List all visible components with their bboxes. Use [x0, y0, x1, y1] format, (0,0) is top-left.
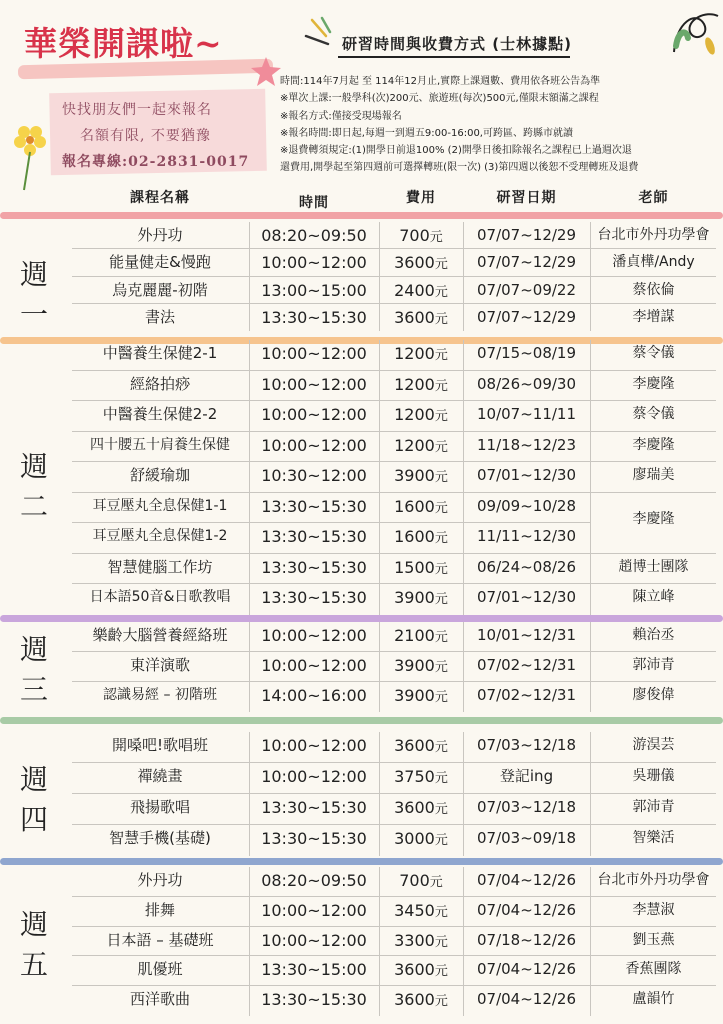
course-fee	[380, 682, 462, 709]
table-row	[72, 222, 716, 249]
fee-currency: 元	[434, 833, 448, 848]
course-teacher: 香蕉團隊	[625, 961, 682, 978]
course-fee	[380, 554, 462, 581]
course-time: 13:30~15:30	[261, 557, 367, 577]
course-teacher: 李慧淑	[632, 901, 675, 918]
info-line: 時間:114年7月起 至 114年12月止,實際上課週數、費用依各班公告為準	[280, 76, 601, 87]
course-time: 10:00~12:00	[261, 930, 367, 950]
course-teacher: 蔡令儀	[632, 406, 675, 422]
course-name: 開嗓吧!歌唱班	[111, 736, 208, 754]
fee-currency: 元	[434, 561, 448, 577]
course-time: 13:30~15:30	[261, 527, 367, 546]
table-row	[72, 732, 716, 759]
course-date: 07/04~12/26	[476, 900, 577, 919]
course-date: 08/26~09/30	[476, 374, 577, 393]
course-date: 07/03~12/18	[476, 798, 577, 816]
fee-currency: 元	[434, 531, 448, 546]
page-subtitle: 研習時間與收費方式 (士林據點)	[342, 35, 572, 53]
fee-amount: 3600	[394, 307, 435, 327]
fee-amount: 3600	[394, 960, 435, 980]
course-fee	[380, 652, 462, 679]
course-fee	[380, 432, 462, 459]
fee-currency: 元	[434, 592, 448, 607]
course-time: 10:30~12:00	[261, 466, 367, 485]
table-row	[72, 763, 716, 790]
course-teacher	[591, 523, 716, 550]
burst-lines-icon	[300, 14, 336, 58]
course-date: 10/07~11/11	[476, 405, 577, 423]
day-label	[14, 447, 54, 527]
course-time: 10:00~12:00	[261, 344, 367, 363]
col-head-teacher: 老師	[638, 190, 669, 206]
fee-currency: 元	[434, 690, 448, 705]
course-fee	[380, 304, 462, 331]
course-name: 肌優班	[137, 960, 183, 979]
course-time: 08:20~09:50	[261, 226, 367, 245]
course-date: 07/04~12/26	[476, 871, 577, 889]
fee-amount: 3600	[394, 798, 435, 817]
course-name: 耳豆壓丸全息保健1-1	[92, 497, 228, 514]
day-label	[14, 760, 54, 840]
table-row	[72, 371, 716, 398]
swirl-icon	[666, 2, 723, 62]
course-time: 10:00~12:00	[261, 900, 367, 920]
table-row	[72, 554, 716, 581]
fee-amount: 700	[399, 226, 430, 245]
course-fee	[380, 523, 462, 550]
course-fee	[380, 986, 462, 1013]
col-head-name: 課程名稱	[130, 190, 190, 206]
course-date: 07/07~12/29	[476, 226, 577, 244]
fee-amount: 3600	[394, 253, 435, 273]
course-fee	[380, 340, 462, 367]
col-head-fee: 費用	[406, 190, 436, 206]
fee-amount: 3600	[394, 990, 435, 1010]
fee-currency: 元	[434, 964, 448, 980]
fee-currency: 元	[434, 740, 448, 755]
fee-amount: 700	[399, 871, 430, 890]
table-row	[72, 523, 716, 550]
course-teacher: 台北市外丹功學會	[597, 872, 710, 888]
info-line: ※報名方式:僅接受現場報名	[280, 110, 402, 122]
fee-amount: 2100	[394, 626, 435, 645]
course-teacher: 郭沛青	[632, 799, 675, 815]
fee-currency: 元	[434, 284, 448, 300]
course-name: 智慧手機(基礎)	[109, 829, 211, 847]
day-label-top: 週	[19, 633, 48, 666]
course-name: 認識易經 – 初階班	[103, 687, 217, 703]
course-fee	[380, 249, 462, 276]
course-name: 經絡拍痧	[129, 374, 190, 393]
course-name: 日本語 – 基礎班	[106, 930, 214, 949]
course-time: 14:00~16:00	[261, 686, 367, 705]
promo-line: 名額有限, 不要猶豫	[80, 128, 211, 144]
course-time: 13:30~15:30	[261, 588, 367, 607]
day-label-bottom: 四	[19, 803, 48, 836]
day-label-bottom: 三	[19, 673, 48, 706]
fee-amount: 3300	[394, 930, 435, 950]
course-fee	[380, 927, 462, 954]
course-name: 日本語50音&日歌教唱	[89, 589, 231, 605]
day-label-bottom: 一	[19, 298, 48, 331]
course-date: 09/09~10/28	[476, 496, 577, 515]
course-fee	[380, 462, 462, 489]
course-name: 舒緩瑜珈	[129, 466, 190, 484]
fee-currency: 元	[434, 311, 448, 327]
course-time: 10:00~12:00	[261, 736, 367, 755]
course-name: 樂齡大腦營養經絡班	[92, 626, 228, 644]
course-time: 13:30~15:30	[261, 990, 367, 1010]
course-fee	[380, 794, 462, 821]
fee-currency: 元	[429, 230, 443, 245]
promo-line: 快找朋友們一起來報名	[62, 102, 212, 118]
course-date: 07/04~12/26	[476, 960, 577, 979]
course-date: 07/07~12/29	[476, 307, 577, 326]
course-name: 禪繞畫	[137, 767, 183, 785]
course-time: 13:30~15:30	[261, 829, 367, 848]
course-name: 烏克麗麗-初階	[112, 280, 208, 299]
fee-amount: 1200	[394, 405, 435, 424]
info-line: ※單次上課:一般學科(次)200元、旅遊班(每次)500元,僅限末額滿之課程	[280, 93, 599, 105]
table-row	[72, 304, 716, 331]
course-fee	[380, 401, 462, 428]
promo-phone: 報名專線:02-2831-0017	[62, 154, 250, 170]
course-name: 四十腰五十肩養生保健	[90, 436, 230, 453]
table-row	[72, 794, 716, 821]
table-row	[72, 986, 716, 1013]
course-fee	[380, 732, 462, 759]
fee-amount: 1200	[394, 374, 435, 394]
fee-currency: 元	[434, 660, 448, 675]
table-row	[72, 956, 716, 983]
course-time: 10:00~12:00	[261, 767, 367, 786]
course-name: 飛揚歌唱	[129, 798, 190, 816]
day-label-top: 週	[19, 258, 48, 291]
course-name: 耳豆壓丸全息保健1-2	[92, 528, 228, 544]
course-name: 外丹功	[137, 871, 183, 889]
day-divider	[0, 212, 723, 219]
fee-currency: 元	[434, 348, 448, 363]
fee-amount: 1600	[394, 527, 435, 546]
course-date: 07/07~09/22	[476, 280, 577, 299]
fee-amount: 2400	[394, 280, 435, 300]
table-row	[72, 462, 716, 489]
course-date: 07/18~12/26	[476, 930, 577, 949]
fee-currency: 元	[434, 378, 448, 394]
course-teacher: 趙博士團隊	[618, 558, 689, 575]
course-teacher: 郭沛青	[632, 657, 675, 673]
course-teacher: 潘貞樺/Andy	[612, 254, 695, 271]
course-fee	[380, 825, 462, 852]
course-time: 08:20~09:50	[261, 871, 367, 890]
table-row	[72, 277, 716, 304]
course-fee	[380, 277, 462, 304]
course-teacher: 盧韻竹	[632, 991, 675, 1008]
col-head-time: 時間	[299, 195, 329, 211]
course-time: 10:00~12:00	[261, 656, 367, 675]
course-time: 10:00~12:00	[261, 374, 367, 394]
fee-amount: 3900	[394, 656, 435, 675]
day-divider	[0, 615, 723, 622]
fee-amount: 3900	[394, 686, 435, 705]
fee-amount: 3600	[394, 736, 435, 755]
course-date: 07/02~12/31	[476, 686, 577, 704]
fee-currency: 元	[434, 994, 448, 1010]
course-date: 06/24~08/26	[476, 557, 577, 576]
day-label	[14, 905, 54, 985]
fee-amount: 1500	[394, 557, 435, 577]
table-row	[72, 825, 716, 852]
fee-amount: 1600	[394, 496, 435, 516]
course-teacher: 劉玉燕	[632, 931, 675, 948]
day-label-top: 週	[19, 450, 48, 483]
course-date: 07/03~09/18	[476, 829, 577, 847]
fee-amount: 3900	[394, 588, 435, 607]
fee-currency: 元	[434, 257, 448, 273]
course-teacher: 李慶隆	[632, 510, 675, 527]
course-name: 中醫養生保健2-1	[102, 344, 218, 362]
day-label-top: 週	[19, 908, 48, 941]
course-name: 排舞	[144, 900, 175, 919]
fee-amount: 3900	[394, 466, 435, 485]
fee-currency: 元	[434, 439, 448, 455]
day-label	[14, 255, 54, 335]
course-teacher: 廖俊偉	[632, 687, 675, 703]
day-label-bottom: 五	[19, 948, 48, 981]
flower-icon	[10, 122, 52, 192]
fee-amount: 1200	[394, 344, 435, 363]
course-time: 10:00~12:00	[261, 405, 367, 424]
table-row	[72, 652, 716, 679]
course-fee	[380, 584, 462, 611]
day-label-top: 週	[19, 763, 48, 796]
fee-currency: 元	[429, 875, 443, 890]
course-teacher: 李慶隆	[632, 375, 675, 392]
course-name: 智慧健腦工作坊	[107, 557, 213, 576]
course-teacher: 賴治丞	[632, 627, 675, 643]
course-fee	[380, 222, 462, 249]
table-row	[72, 867, 716, 894]
table-row	[72, 401, 716, 428]
course-fee	[380, 956, 462, 983]
course-date: 07/01~12/30	[476, 466, 577, 484]
fee-currency: 元	[434, 630, 448, 645]
table-row	[72, 493, 716, 527]
table-row	[72, 249, 716, 276]
course-fee	[380, 867, 462, 894]
fee-currency: 元	[434, 771, 448, 786]
course-date: 07/15~08/19	[476, 344, 577, 362]
course-teacher: 台北市外丹功學會	[597, 227, 710, 243]
course-date: 07/07~12/29	[476, 253, 577, 272]
page-title: 華榮開課啦~	[24, 24, 223, 63]
course-name: 外丹功	[137, 226, 183, 244]
course-teacher: 李增謀	[632, 308, 675, 325]
day-divider	[0, 858, 723, 865]
table-row	[72, 897, 716, 924]
course-date: 07/01~12/30	[476, 588, 577, 606]
table-row	[72, 622, 716, 649]
fee-currency: 元	[434, 802, 448, 817]
course-time: 13:30~15:30	[261, 496, 367, 516]
fee-amount: 3450	[394, 900, 435, 920]
course-time: 13:00~15:00	[261, 280, 367, 300]
course-name: 書法	[144, 307, 175, 326]
course-teacher: 蔡依倫	[632, 281, 675, 298]
course-date: 11/18~12/23	[476, 435, 577, 454]
day-label-bottom: 二	[19, 490, 48, 523]
course-teacher: 陳立峰	[632, 589, 675, 605]
fee-currency: 元	[434, 934, 448, 950]
star-icon	[250, 55, 282, 89]
col-head-date: 研習日期	[496, 190, 557, 206]
course-teacher: 蔡令儀	[632, 345, 675, 361]
course-fee	[380, 763, 462, 790]
course-name: 東洋演歌	[129, 656, 190, 674]
table-row	[72, 584, 716, 611]
course-teacher: 吳珊儀	[632, 768, 675, 784]
fee-currency: 元	[434, 470, 448, 485]
course-fee	[380, 897, 462, 924]
day-divider	[0, 717, 723, 724]
table-row	[72, 432, 716, 459]
fee-currency: 元	[434, 409, 448, 424]
course-fee	[380, 493, 462, 520]
course-date: 11/11~12/30	[476, 527, 577, 545]
table-row	[72, 682, 716, 709]
course-date: 07/04~12/26	[476, 990, 577, 1009]
fee-amount: 3000	[394, 829, 435, 848]
course-date: 10/01~12/31	[476, 626, 577, 644]
course-date: 登記ing	[499, 767, 554, 785]
course-time: 10:00~12:00	[261, 253, 367, 273]
info-line: ※退費轉須規定:(1)開學日前退100% (2)開學日後扣除報名之課程已上過週次退	[280, 145, 632, 157]
course-name: 西洋歌曲	[129, 990, 190, 1009]
course-time: 13:30~15:30	[261, 307, 367, 327]
course-fee	[380, 371, 462, 398]
course-name: 能量健走&慢跑	[109, 253, 211, 272]
course-fee	[380, 622, 462, 649]
course-teacher: 智樂活	[632, 830, 675, 846]
subtitle-underline	[338, 56, 570, 58]
fee-amount: 3750	[394, 767, 435, 786]
info-line: 還費用,開學起至第四週前可選擇轉班(限一次) (3)第四週以後恕不受理轉班及退費	[280, 162, 639, 174]
course-teacher: 廖瑞美	[632, 467, 675, 483]
fee-currency: 元	[434, 500, 448, 516]
course-date: 07/02~12/31	[476, 656, 577, 674]
table-row	[72, 340, 716, 367]
course-time: 13:30~15:00	[261, 960, 367, 980]
day-label	[14, 630, 54, 710]
info-panel	[280, 73, 720, 177]
course-time: 13:30~15:30	[261, 798, 367, 817]
course-time: 10:00~12:00	[261, 435, 367, 455]
info-line: ※報名時間:即日起,每週一到週五9:00-16:00,可跨區、跨縣市就讀	[280, 127, 573, 139]
course-teacher: 游淏芸	[632, 737, 675, 753]
course-time: 10:00~12:00	[261, 626, 367, 645]
table-row	[72, 927, 716, 954]
course-teacher: 李慶隆	[632, 436, 675, 453]
course-name: 中醫養生保健2-2	[102, 405, 218, 423]
fee-amount: 1200	[394, 435, 435, 455]
fee-currency: 元	[434, 904, 448, 920]
course-date: 07/03~12/18	[476, 736, 577, 754]
